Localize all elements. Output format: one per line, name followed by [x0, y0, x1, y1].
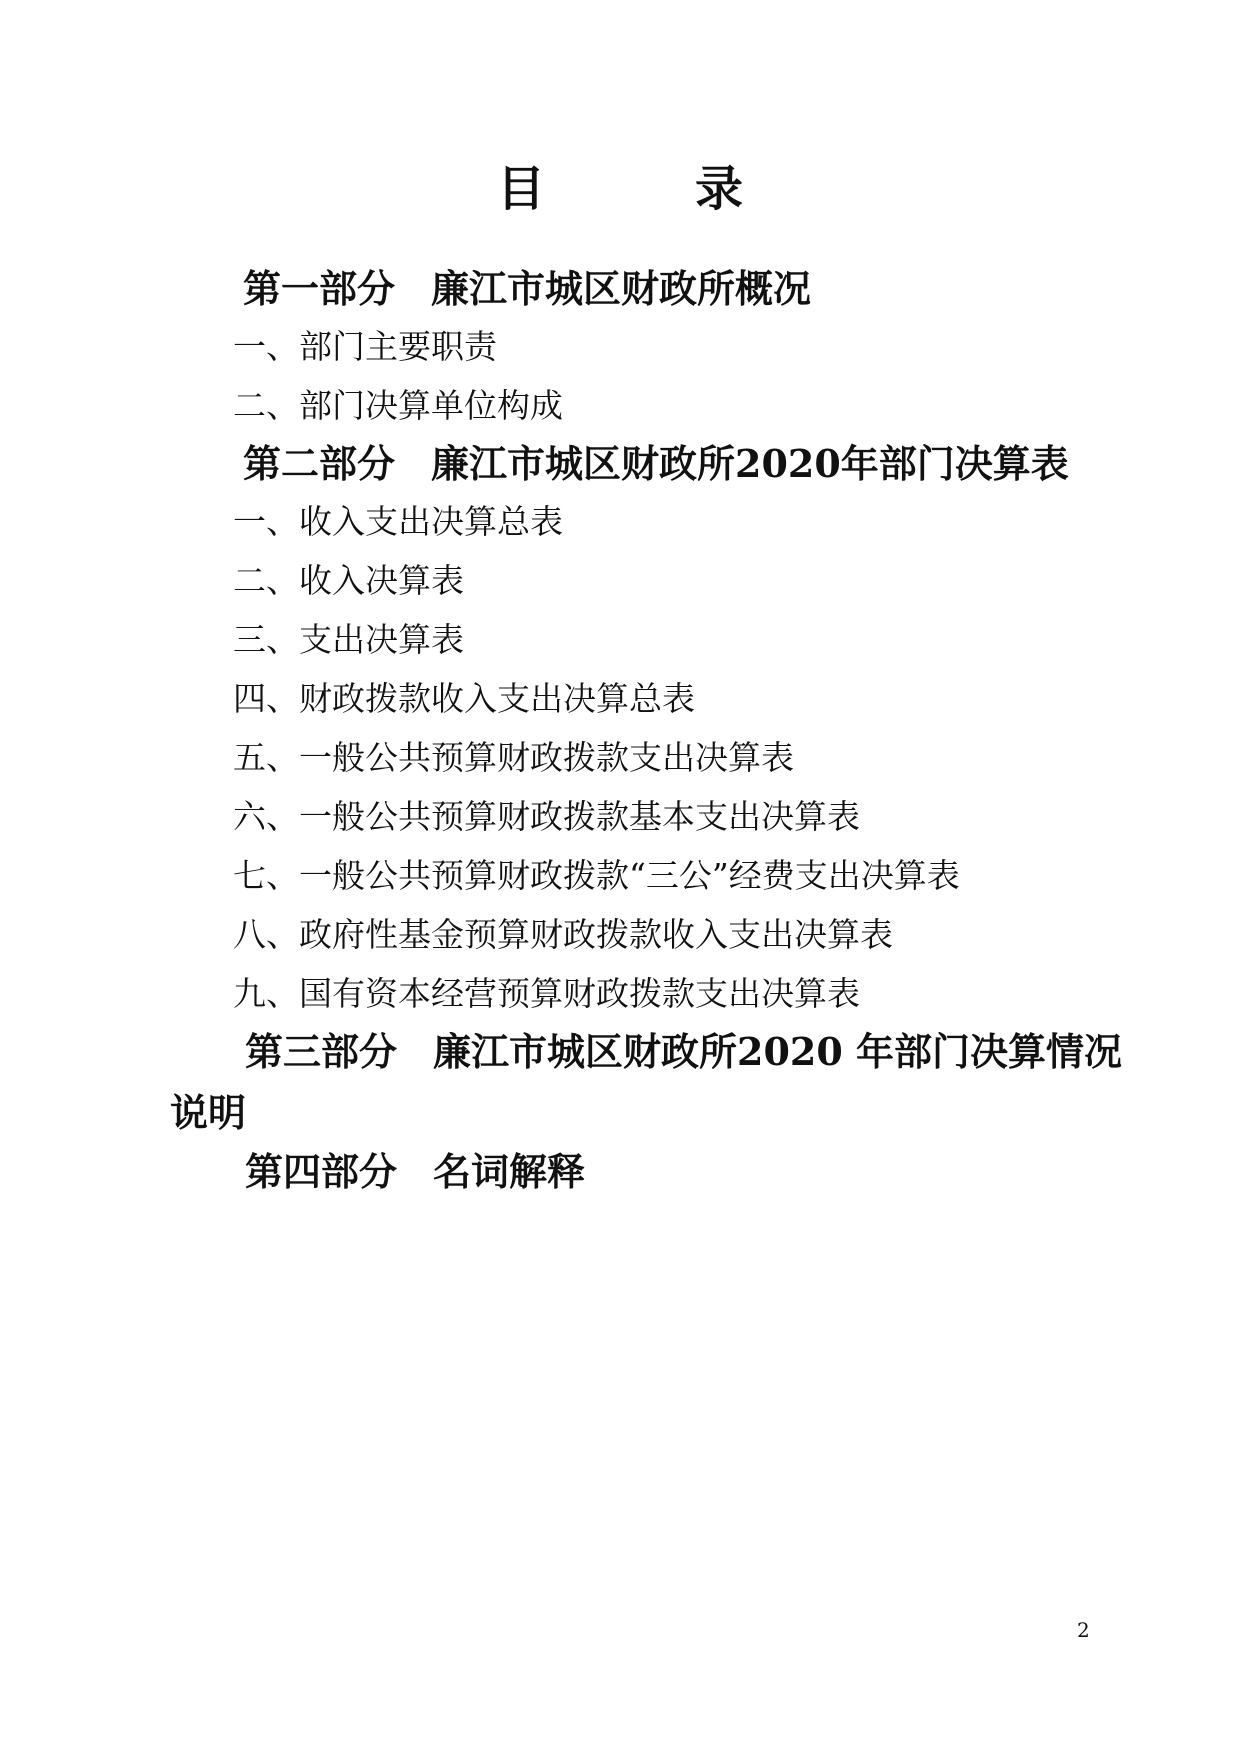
toc-part-1	[243, 258, 811, 313]
toc-part-2-item: 九、国有资本经营预算财政拨款支出决算表	[233, 974, 860, 1013]
toc-title-char-2: 录	[695, 161, 744, 217]
toc-part-4-text: 名词解释	[433, 1149, 586, 1194]
toc-title-char-1: 目	[496, 161, 545, 217]
toc-part-2	[243, 433, 1069, 488]
toc-part-1-item: 二、部门决算单位构成	[233, 386, 563, 425]
toc-part-3	[245, 1021, 1122, 1076]
toc-part-4-label: 第四部分	[245, 1149, 398, 1194]
page-number: 2	[1077, 1618, 1090, 1642]
toc-part-2-item: 三、支出决算表	[233, 620, 464, 659]
toc-part-3-continuation: 说明	[170, 1090, 247, 1135]
toc-part-2-text: 廉江市城区财政所2020年部门决算表	[431, 441, 1069, 486]
toc-part-2-item: 五、一般公共预算财政拨款支出决算表	[233, 738, 794, 777]
toc-part-2-label: 第二部分	[243, 441, 396, 486]
toc-part-1-text: 廉江市城区财政所概况	[431, 266, 812, 311]
toc-part-2-item: 六、一般公共预算财政拨款基本支出决算表	[233, 797, 860, 836]
toc-part-2-item: 四、财政拨款收入支出决算总表	[233, 679, 695, 718]
toc-part-2-item: 七、一般公共预算财政拨款“三公”经费支出决算表	[233, 856, 960, 895]
toc-part-2-item: 二、收入决算表	[233, 561, 464, 600]
toc-title	[0, 150, 1240, 219]
toc-part-1-item: 一、部门主要职责	[233, 327, 497, 366]
toc-part-3-text: 廉江市城区财政所2020 年部门决算情况	[433, 1029, 1123, 1074]
toc-part-3-label: 第三部分	[245, 1029, 398, 1074]
toc-part-1-label: 第一部分	[243, 266, 396, 311]
toc-part-4	[245, 1141, 585, 1196]
toc-part-2-item: 一、收入支出决算总表	[233, 502, 563, 541]
toc-part-2-item: 八、政府性基金预算财政拨款收入支出决算表	[233, 915, 893, 954]
